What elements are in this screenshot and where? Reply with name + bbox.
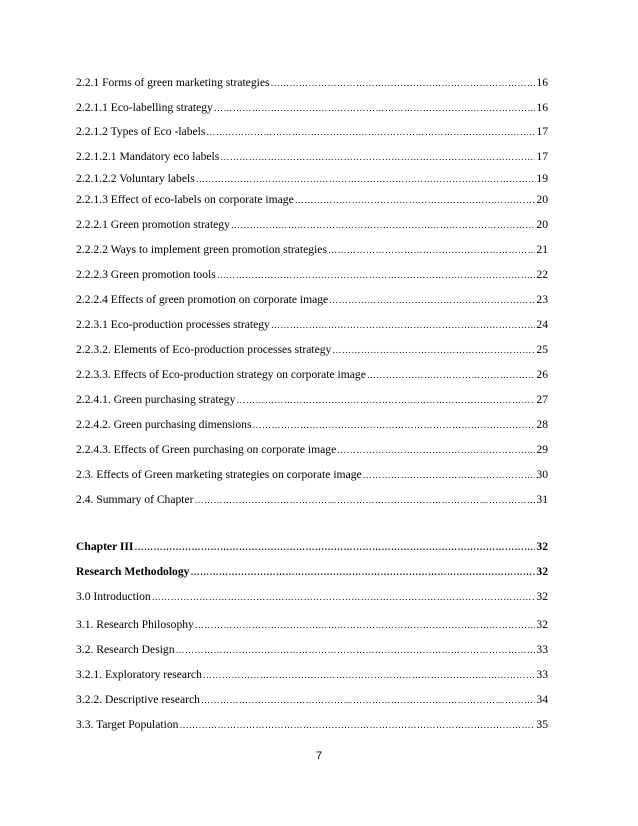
toc-leader-dots bbox=[201, 693, 535, 707]
toc-entry-title: 3.0 Introduction bbox=[76, 590, 151, 603]
toc-entry-title: 2.2.1.1 Eco-labelling strategy bbox=[76, 101, 213, 114]
toc-entry-page: 16 bbox=[536, 76, 548, 89]
toc-entry[interactable] bbox=[76, 493, 548, 507]
toc-entry-page: 21 bbox=[536, 243, 548, 256]
toc-leader-dots bbox=[206, 125, 535, 139]
toc-entry-page: 26 bbox=[536, 368, 548, 381]
toc-entry[interactable] bbox=[76, 393, 548, 407]
toc-entry-title: 2.2.2.4 Effects of green promotion on corporate image bbox=[76, 293, 329, 306]
toc-entry[interactable] bbox=[76, 668, 548, 682]
toc-entry-page: 32 bbox=[536, 590, 548, 603]
toc-entry[interactable] bbox=[76, 150, 548, 164]
toc-entry-page: 31 bbox=[536, 493, 548, 506]
toc-entry-page: 20 bbox=[536, 193, 548, 206]
toc-entry[interactable] bbox=[76, 368, 548, 382]
toc-leader-dots bbox=[231, 218, 536, 232]
toc-entry-page: 17 bbox=[536, 150, 548, 163]
toc-entry-page: 16 bbox=[536, 101, 548, 114]
toc-entry-page: 29 bbox=[536, 443, 548, 456]
toc-leader-dots bbox=[195, 618, 536, 632]
toc-entry-page: 30 bbox=[536, 468, 548, 481]
toc-entry-title: Chapter III bbox=[76, 540, 134, 553]
toc-entry[interactable] bbox=[76, 418, 548, 432]
toc-entry-chapter[interactable] bbox=[76, 540, 548, 554]
toc-entry[interactable] bbox=[76, 218, 548, 232]
toc-entry[interactable] bbox=[76, 618, 548, 632]
toc-leader-dots bbox=[328, 243, 535, 257]
toc-leader-dots bbox=[329, 293, 535, 307]
toc-entry[interactable] bbox=[76, 693, 548, 707]
page-number: 7 bbox=[315, 750, 323, 762]
toc-leader-dots bbox=[271, 76, 536, 90]
toc-entry[interactable] bbox=[76, 468, 548, 482]
toc-entry[interactable] bbox=[76, 268, 548, 282]
toc-leader-dots bbox=[176, 643, 536, 657]
toc-leader-dots bbox=[196, 172, 536, 186]
toc-entry[interactable] bbox=[76, 243, 548, 257]
toc-leader-dots bbox=[220, 150, 535, 164]
toc-entry-page: 28 bbox=[536, 418, 548, 431]
toc-entry[interactable] bbox=[76, 193, 548, 207]
toc-entry-title: 2.2.1.3 Effect of eco-labels on corporate image bbox=[76, 193, 294, 206]
toc-entry-page: 22 bbox=[536, 268, 548, 281]
toc-entry-page: 32 bbox=[536, 540, 548, 553]
toc-entry-title: 2.2.3.2. Elements of Eco-production processes strategy bbox=[76, 343, 332, 356]
toc-entry-page: 24 bbox=[536, 318, 548, 331]
toc-entry[interactable] bbox=[76, 343, 548, 357]
toc-entry[interactable] bbox=[76, 172, 548, 186]
toc-entry-page: 35 bbox=[536, 718, 548, 731]
toc-entry-page: 32 bbox=[536, 565, 548, 578]
toc-leader-dots bbox=[134, 540, 535, 554]
toc-leader-dots bbox=[271, 318, 536, 332]
toc-entry-title: 2.2.3.1 Eco-production processes strategy bbox=[76, 318, 270, 331]
toc-entry-page: 32 bbox=[536, 618, 548, 631]
toc-entry-page: 27 bbox=[536, 393, 548, 406]
toc-entry-title: 2.3. Effects of Green marketing strategies on corporate image bbox=[76, 468, 362, 481]
toc-leader-dots bbox=[179, 718, 535, 732]
toc-entry[interactable] bbox=[76, 318, 548, 332]
toc-entry[interactable] bbox=[76, 643, 548, 657]
toc-leader-dots bbox=[295, 193, 536, 207]
toc-entry-title: 2.2.3.3. Effects of Eco-production strategy on corporate image bbox=[76, 368, 366, 381]
toc-entry-page: 25 bbox=[536, 343, 548, 356]
toc-entry-title: 2.2.2.3 Green promotion tools bbox=[76, 268, 216, 281]
toc-leader-dots bbox=[332, 343, 535, 357]
toc-leader-dots bbox=[190, 565, 535, 579]
toc-entry-page: 20 bbox=[536, 218, 548, 231]
toc-entry-title: 3.2. Research Design bbox=[76, 643, 175, 656]
toc-entry[interactable] bbox=[76, 293, 548, 307]
toc-entry-title: 3.3. Target Population bbox=[76, 718, 179, 731]
toc-leader-dots bbox=[214, 101, 536, 115]
toc-entry-title: 2.2.4.1. Green purchasing strategy bbox=[76, 393, 236, 406]
toc-entry[interactable] bbox=[76, 718, 548, 732]
toc-entry-page: 23 bbox=[536, 293, 548, 306]
toc-leader-dots bbox=[195, 493, 536, 507]
toc-entry-title: 2.2.4.3. Effects of Green purchasing on corporate image bbox=[76, 443, 337, 456]
toc-entry-title: 3.2.1. Exploratory research bbox=[76, 668, 202, 681]
toc-entry-page: 19 bbox=[536, 172, 548, 185]
toc-entry-title: Research Methodology bbox=[76, 565, 190, 578]
toc-leader-dots bbox=[217, 268, 536, 282]
toc-entry-title: 2.2.1.2.2 Voluntary labels bbox=[76, 172, 195, 185]
toc-entry-title: 2.2.4.2. Green purchasing dimensions bbox=[76, 418, 252, 431]
toc-leader-dots bbox=[203, 668, 536, 682]
toc-entry[interactable] bbox=[76, 590, 548, 604]
toc-entry-chapter[interactable] bbox=[76, 565, 548, 579]
toc-entry[interactable] bbox=[76, 76, 548, 90]
toc-entry[interactable] bbox=[76, 443, 548, 457]
toc-entry-title: 2.2.1 Forms of green marketing strategies bbox=[76, 76, 270, 89]
toc-entry-title: 3.2.2. Descriptive research bbox=[76, 693, 200, 706]
toc-entry-title: 2.2.2.1 Green promotion strategy bbox=[76, 218, 230, 231]
toc-entry-title: 2.4. Summary of Chapter bbox=[76, 493, 194, 506]
toc-leader-dots bbox=[337, 443, 535, 457]
toc-entry-page: 17 bbox=[536, 125, 548, 138]
toc-entry-page: 33 bbox=[536, 643, 548, 656]
toc-entry-title: 2.2.1.2 Types of Eco -labels bbox=[76, 125, 206, 138]
toc-entry-page: 33 bbox=[536, 668, 548, 681]
toc-entry[interactable] bbox=[76, 125, 548, 139]
toc-entry-title: 3.1. Research Philosophy bbox=[76, 618, 194, 631]
toc-leader-dots bbox=[367, 368, 536, 382]
toc-leader-dots bbox=[152, 590, 536, 604]
toc-leader-dots bbox=[236, 393, 535, 407]
toc-entry[interactable] bbox=[76, 101, 548, 115]
toc-entry-page: 34 bbox=[536, 693, 548, 706]
toc-entry-title: 2.2.1.2.1 Mandatory eco labels bbox=[76, 150, 220, 163]
toc-leader-dots bbox=[363, 468, 536, 482]
toc-entry-title: 2.2.2.2 Ways to implement green promotion strategies bbox=[76, 243, 327, 256]
toc-leader-dots bbox=[253, 418, 536, 432]
